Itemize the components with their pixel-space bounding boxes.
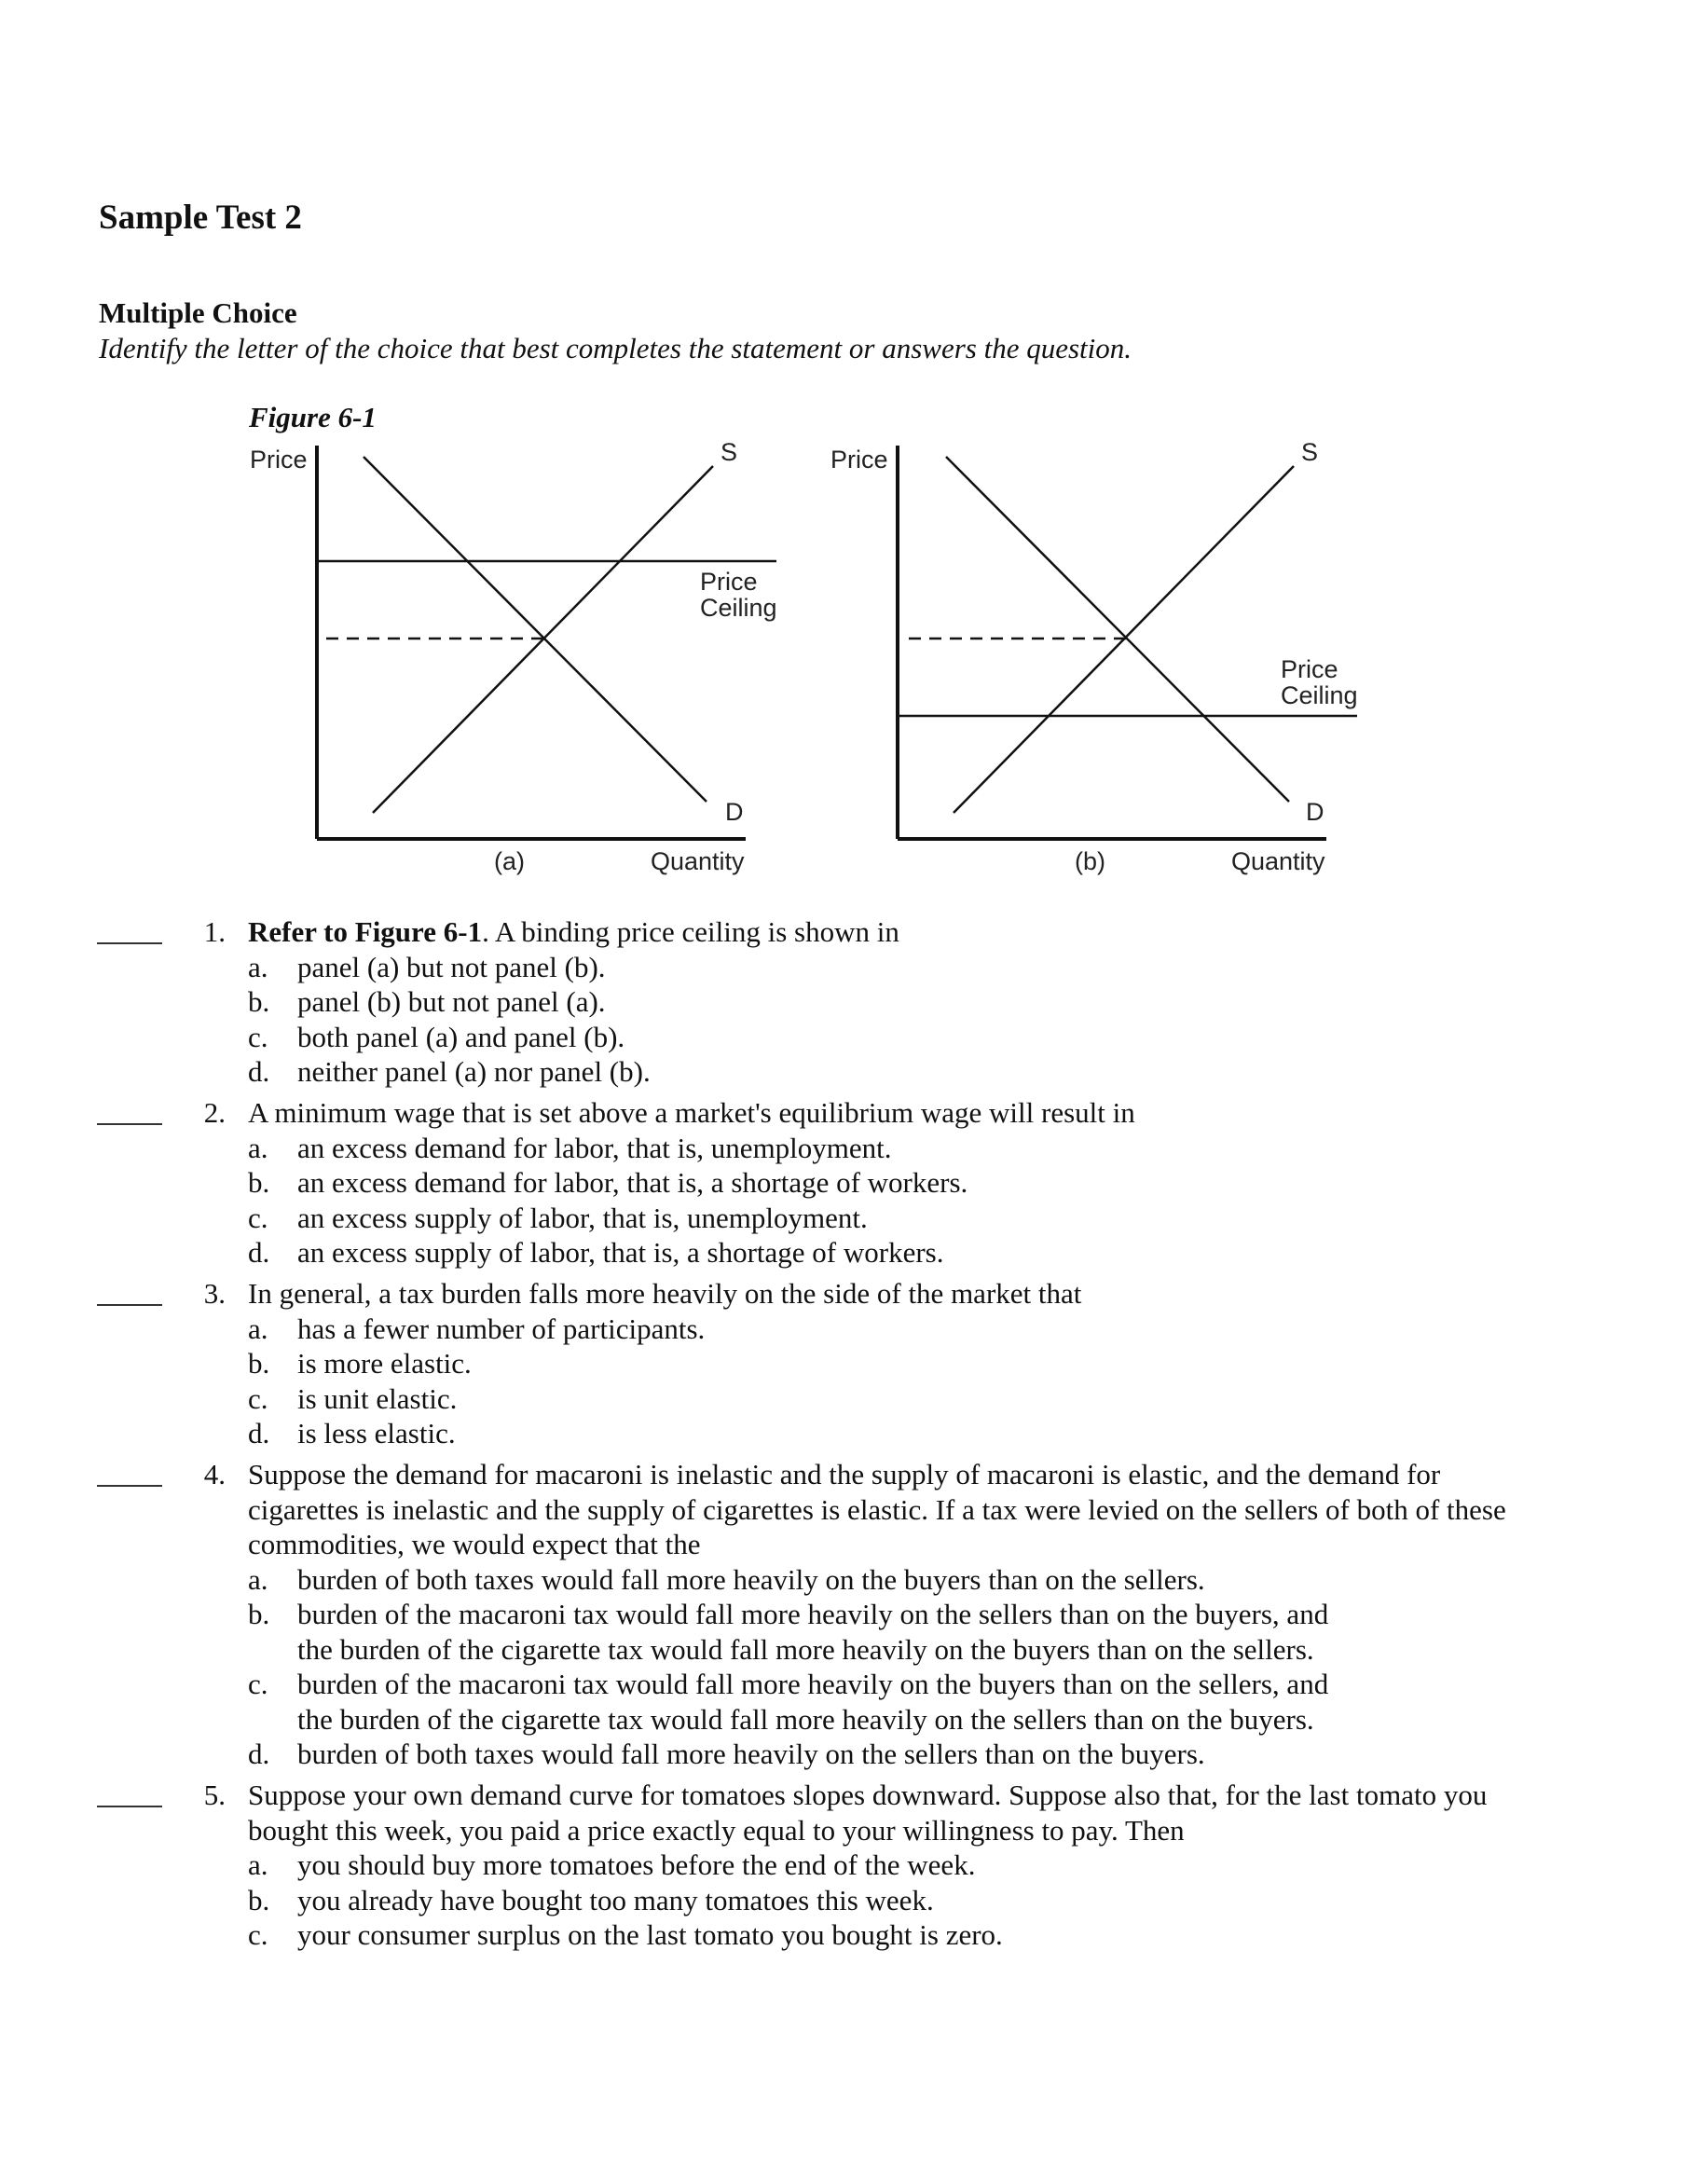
option-5b[interactable] — [0, 1883, 1688, 1918]
option-3a[interactable] — [0, 1312, 1688, 1347]
question-stem — [248, 1778, 1581, 1847]
option-line: the burden of the cigarette tax would fall more heavily on the buyers than on the sellers. — [297, 1632, 1314, 1666]
option-letter: c. — [248, 1020, 268, 1053]
panel-b-y-axis-label: Price — [830, 446, 888, 474]
panel-a-x-axis-label: Quantity — [651, 847, 745, 875]
option-text: your consumer surplus on the last tomato you bought is zero. — [297, 1918, 1003, 1951]
option-letter: b. — [248, 1598, 270, 1630]
option-letter: b. — [248, 1166, 270, 1199]
stem-bold: Refer to Figure 6-1 — [248, 915, 483, 948]
stem-rest: . A binding price ceiling is shown in — [482, 915, 899, 948]
option-text: neither panel (a) nor panel (b). — [297, 1055, 651, 1088]
option-5a[interactable] — [0, 1847, 1688, 1883]
panel-a-y-axis-label: Price — [250, 446, 308, 474]
instructions: Identify the letter of the choice that best completes the statement or answers the question. — [99, 332, 1132, 364]
stem-line: cigarettes is inelastic and the supply of cigarettes is elastic. If a tax were levied on the sellers of both of these — [248, 1492, 1506, 1526]
option-text: you should buy more tomatoes before the end of the week. — [297, 1848, 976, 1881]
panel-a-demand-label: D — [725, 798, 744, 826]
option-4d[interactable] — [0, 1737, 1688, 1772]
option-1d[interactable] — [0, 1054, 1688, 1090]
option-text — [297, 1667, 1416, 1737]
answer-blank-5[interactable] — [97, 1806, 162, 1807]
section-title: Multiple Choice — [99, 296, 297, 329]
option-1c[interactable] — [0, 1020, 1688, 1055]
option-text: is more elastic. — [297, 1347, 472, 1380]
answer-blank-1[interactable] — [97, 942, 162, 944]
option-text: an excess supply of labor, that is, a shortage of workers. — [297, 1236, 944, 1269]
option-text — [297, 1597, 1416, 1667]
panel-b-demand-label: D — [1306, 798, 1324, 826]
option-letter: a. — [248, 1312, 268, 1345]
option-3b[interactable] — [0, 1346, 1688, 1381]
panel-a-supply-label: S — [720, 438, 738, 466]
question-number: 3. — [203, 1277, 226, 1310]
option-letter: b. — [248, 1883, 270, 1916]
option-letter: d. — [248, 1417, 270, 1449]
question-stem: In general, a tax burden falls more heavily on the side of the market that — [248, 1277, 1082, 1310]
stem-line: Suppose your own demand curve for tomatoes slopes downward. Suppose also that, for the last tomato you — [248, 1779, 1488, 1811]
option-text: panel (b) but not panel (a). — [297, 985, 606, 1018]
option-2b[interactable] — [0, 1165, 1688, 1201]
option-letter: a. — [248, 950, 268, 983]
question-stem: A minimum wage that is set above a market's equilibrium wage will result in — [248, 1096, 1135, 1129]
question-number: 5. — [203, 1779, 226, 1811]
option-letter: b. — [248, 1347, 270, 1380]
option-4c[interactable] — [0, 1667, 1688, 1737]
option-3c[interactable] — [0, 1381, 1688, 1417]
panel-b-panel-label: (b) — [1075, 847, 1105, 875]
question-stem — [248, 914, 1581, 950]
stem-line: bought this week, you paid a price exactly equal to your willingness to pay. Then — [248, 1813, 1185, 1847]
question-stem — [248, 1457, 1581, 1562]
option-text: you already have bought too many tomatoes this week. — [297, 1883, 934, 1916]
option-letter: c. — [248, 1381, 268, 1415]
option-letter: d. — [248, 1738, 270, 1770]
option-text: an excess demand for labor, that is, unemployment. — [297, 1131, 892, 1164]
answer-blank-3[interactable] — [97, 1304, 162, 1306]
panel-b-supply-label: S — [1301, 438, 1319, 466]
panel-a-demand-curve — [364, 457, 707, 802]
panel-a-ceiling-label-line2: Ceiling — [700, 594, 777, 622]
option-letter: a. — [248, 1848, 268, 1881]
panel-b-ceiling-label-line2: Ceiling — [1281, 681, 1358, 709]
option-text: burden of both taxes would fall more heavily on the sellers than on the buyers. — [297, 1738, 1205, 1770]
option-text: is less elastic. — [297, 1417, 456, 1449]
page-title: Sample Test 2 — [99, 199, 302, 237]
option-1a[interactable] — [0, 950, 1688, 985]
option-2c[interactable] — [0, 1201, 1688, 1236]
option-letter: b. — [248, 985, 270, 1018]
option-letter: c. — [248, 1668, 268, 1700]
option-letter: d. — [248, 1236, 270, 1269]
stem-line: Suppose the demand for macaroni is inelastic and the supply of macaroni is elastic, and the demand for — [248, 1458, 1441, 1490]
option-letter: a. — [248, 1562, 268, 1596]
panel-b-ceiling-label-line1: Price — [1281, 655, 1338, 683]
question-number: 4. — [203, 1458, 226, 1490]
option-line: burden of the macaroni tax would fall more heavily on the sellers than on the buyers, and — [297, 1598, 1329, 1630]
option-line: burden of the macaroni tax would fall more heavily on the buyers than on the sellers, and — [297, 1668, 1329, 1700]
option-text: an excess supply of labor, that is, unemployment. — [297, 1201, 868, 1234]
panel-b-demand-curve — [946, 457, 1289, 802]
figure-caption: Figure 6-1 — [249, 401, 377, 433]
answer-blank-2[interactable] — [97, 1123, 162, 1125]
panel-a-ceiling-label-line1: Price — [700, 568, 758, 596]
option-text: burden of both taxes would fall more heavily on the buyers than on the sellers. — [297, 1562, 1205, 1596]
stem-line: commodities, we would expect that the — [248, 1528, 701, 1560]
panel-a-panel-label: (a) — [494, 847, 525, 875]
option-line: the burden of the cigarette tax would fall more heavily on the sellers than on the buyers. — [297, 1702, 1314, 1736]
option-2d[interactable] — [0, 1235, 1688, 1271]
option-letter: c. — [248, 1918, 268, 1951]
option-2a[interactable] — [0, 1131, 1688, 1166]
option-1b[interactable] — [0, 984, 1688, 1020]
option-4b[interactable] — [0, 1597, 1688, 1667]
option-text: is unit elastic. — [297, 1381, 458, 1415]
answer-blank-4[interactable] — [97, 1485, 162, 1487]
option-text: panel (a) but not panel (b). — [297, 950, 606, 983]
question-number: 1. — [203, 915, 226, 948]
figure-6-1 — [0, 0, 1688, 895]
panel-b — [898, 446, 1357, 839]
question-number: 2. — [203, 1096, 226, 1129]
option-letter: a. — [248, 1131, 268, 1164]
option-text: has a fewer number of participants. — [297, 1312, 706, 1345]
option-text: an excess demand for labor, that is, a shortage of workers. — [297, 1166, 968, 1199]
panel-b-x-axis-label: Quantity — [1231, 847, 1325, 875]
panel-a — [317, 446, 776, 839]
option-letter: d. — [248, 1055, 270, 1088]
option-3d[interactable] — [0, 1416, 1688, 1451]
option-text: both panel (a) and panel (b). — [297, 1020, 625, 1053]
option-5c[interactable] — [0, 1917, 1688, 1953]
option-4a[interactable] — [0, 1562, 1688, 1598]
option-letter: c. — [248, 1201, 268, 1234]
